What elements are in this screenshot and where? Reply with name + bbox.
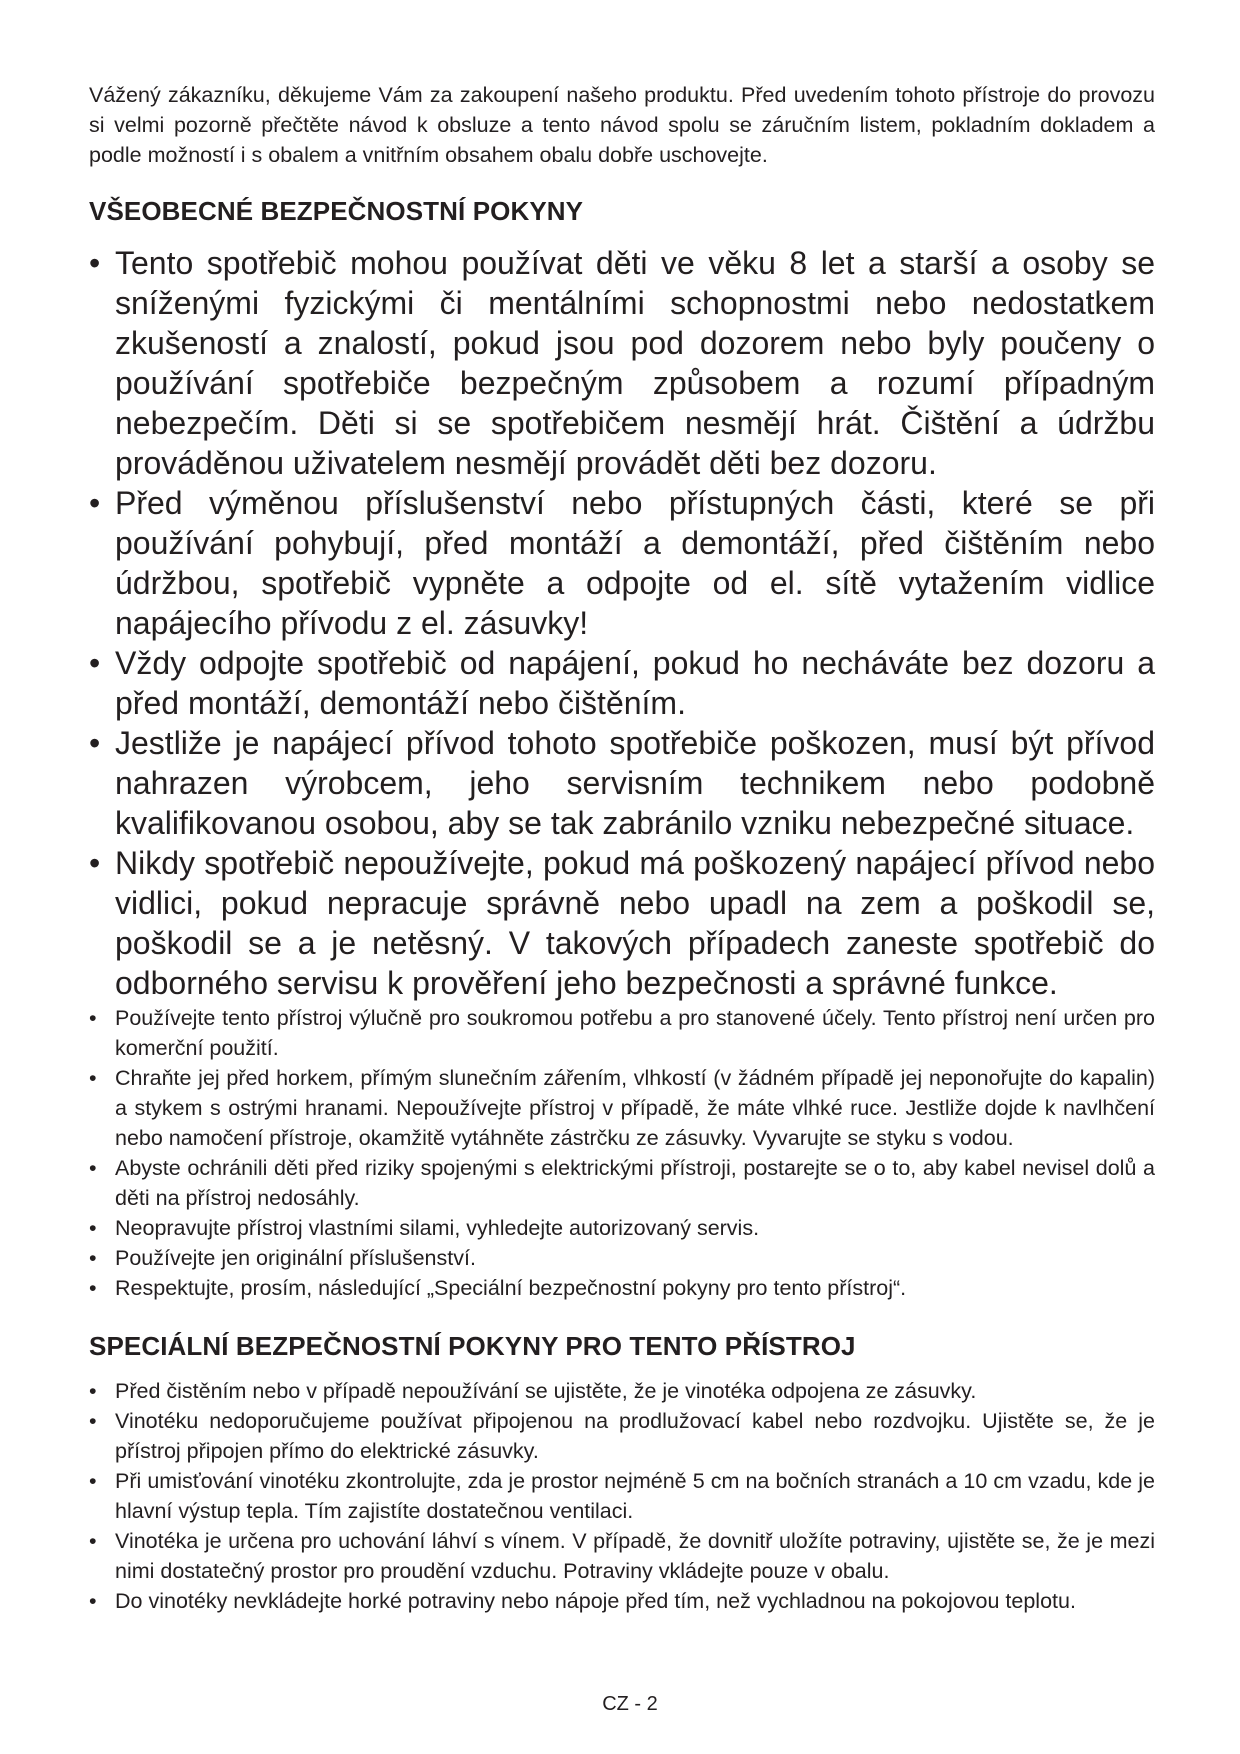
bullet: • [89, 645, 101, 681]
list-item: • Tento spotřebič mohou používat děti ve věku 8 let a starší a osoby se sníženými fyzickými či mentálními schopnostmi nebo nedostatkem zkušeností a znalostí, pokud jsou pod dozorem nebo byly poučeny o používání spotřebiče bezpečným způsobem a rozumí případným nebezpečím. Děti si se spotřebičem nesmějí hrát. Čištění a údržbu prováděnou uživatelem nesmějí provádět děti bez dozoru. [89, 245, 1155, 481]
special-safety-heading: SPECIÁLNÍ BEZPEČNOSTNÍ POKYNY PRO TENTO PŘÍSTROJ [89, 1331, 856, 1361]
list-item: • Před výměnou příslušenství nebo přístupných části, které se při používání pohybují, před montáží a demontáží, před čištěním nebo údržbou, spotřebič vypněte a odpojte od el. sítě vytažením vidlice napájecího přívodu z el. zásuvky! [89, 485, 1155, 641]
list-item: • Neopravujte přístroj vlastními silami, vyhledejte autorizovaný servis. [89, 1213, 1155, 1243]
special-safety-list [89, 1376, 1155, 1616]
page-footer [0, 1693, 1240, 1716]
list-item: • Jestliže je napájecí přívod tohoto spotřebiče poškozen, musí být přívod nahrazen výrobcem, jeho servisním technikem nebo podobně kvalifikovanou osobou, aby se tak zabránilo vzniku nebezpečné situace. [89, 725, 1155, 841]
bullet: • [89, 1276, 97, 1300]
bullet: • [89, 725, 101, 761]
list-item: • Vinotéka je určena pro uchování láhví s vínem. V případě, že dovnitř uložíte potraviny, ujistěte se, že je mezi nimi dostatečný prostor pro proudění vzduchu. Potraviny vkládejte pouze v obalu. [89, 1526, 1155, 1586]
bullet: • [89, 1529, 97, 1553]
bullet: • [89, 1216, 97, 1240]
bullet: • [89, 485, 101, 521]
general-safety-small-list [89, 1003, 1155, 1303]
manual-page [89, 80, 1155, 1616]
list-item: • Před čistěním nebo v případě nepoužívání se ujistěte, že je vinotéka odpojena ze zásuvky. [89, 1376, 1155, 1406]
bullet: • [89, 1379, 97, 1403]
page-number: CZ - 2 [602, 1693, 658, 1715]
list-item: • Respektujte, prosím, následující „Speciální bezpečnostní pokyny pro tento přístroj“. [89, 1273, 1155, 1303]
bullet: • [89, 1066, 97, 1090]
bullet: • [89, 1469, 97, 1493]
bullet: • [89, 1589, 97, 1613]
bullet: • [89, 845, 101, 881]
bullet: • [89, 1409, 97, 1433]
bullet: • [89, 1246, 97, 1270]
list-item: • Vždy odpojte spotřebič od napájení, pokud ho necháváte bez dozoru a před montáží, demontáží nebo čištěním. [89, 645, 1155, 721]
list-item: • Nikdy spotřebič nepoužívejte, pokud má poškozený napájecí přívod nebo vidlici, pokud nepracuje správně nebo upadl na zem a poškodil se, poškodil se a je netěsný. V takových případech zaneste spotřebič do odborného servisu k prověření jeho bezpečnosti a správné funkce. [89, 845, 1155, 1001]
intro-paragraph: Vážený zákazníku, děkujeme Vám za zakoupení našeho produktu. Před uvedením tohoto přístroje do provozu si velmi pozorně přečtěte návod k obsluze a tento návod spolu se záručním listem, pokladním dokladem a podle možností i s obalem a vnitřním obsahem obalu dobře uschovejte. [89, 83, 1155, 167]
bullet: • [89, 1156, 97, 1180]
general-safety-large-list [89, 243, 1155, 1003]
list-item: • Vinotéku nedoporučujeme používat připojenou na prodlužovací kabel nebo rozdvojku. Ujistěte se, že je přístroj připojen přímo do elektrické zásuvky. [89, 1406, 1155, 1466]
bullet: • [89, 1006, 97, 1030]
general-safety-heading: VŠEOBECNÉ BEZPEČNOSTNÍ POKYNY [89, 196, 584, 226]
list-item: • Abyste ochránili děti před riziky spojenými s elektrickými přístroji, postarejte se o to, aby kabel nevisel dolů a děti na přístroj nedosáhly. [89, 1153, 1155, 1213]
list-item: • Používejte jen originální příslušenství. [89, 1243, 1155, 1273]
list-item: • Do vinotéky nevkládejte horké potraviny nebo nápoje před tím, než vychladnou na pokojovou teplotu. [89, 1586, 1155, 1616]
list-item: • Chraňte jej před horkem, přímým slunečním zářením, vlhkostí (v žádném případě jej neponořujte do kapalin) a stykem s ostrými hranami. Nepoužívejte přístroj v případě, že máte vlhké ruce. Jestliže dojde k navlhčení nebo namočení přístroje, okamžitě vytáhněte zástrčku ze zásuvky. Vyvarujte se styku s vodou. [89, 1063, 1155, 1153]
list-item: • Používejte tento přístroj výlučně pro soukromou potřebu a pro stanovené účely. Tento přístroj není určen pro komerční použití. [89, 1003, 1155, 1063]
bullet: • [89, 245, 101, 281]
list-item: • Při umisťování vinotéku zkontrolujte, zda je prostor nejméně 5 cm na bočních stranách a 10 cm vzadu, kde je hlavní výstup tepla. Tím zajistíte dostatečnou ventilaci. [89, 1466, 1155, 1526]
